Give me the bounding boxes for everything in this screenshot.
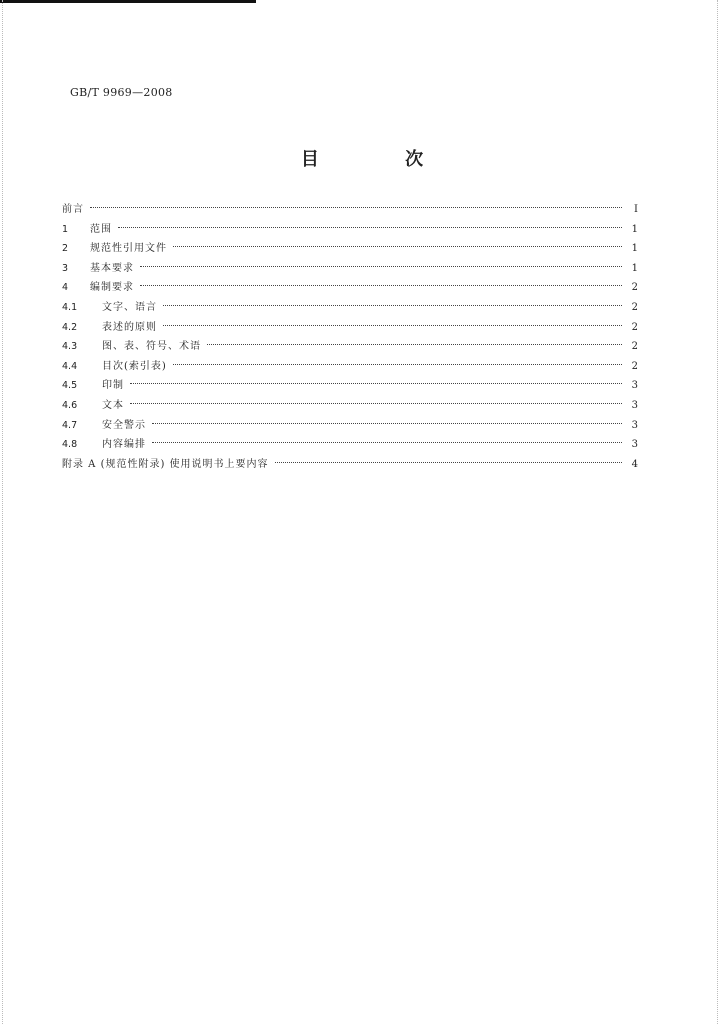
toc-entry-number: 1 [62,223,69,235]
toc-entry-label: 文字、语言 [102,301,157,313]
toc-entry-number: 4.1 [62,301,78,313]
toc-entry-1[interactable] [62,220,638,240]
toc-entry-page: 3 [631,380,638,392]
toc-entry-number: 3 [62,262,69,274]
toc-entry-number: 4.3 [62,341,78,353]
toc-entry-page: 1 [631,262,638,274]
toc-entry-label: 内容编排 [102,439,146,451]
dot-leader [207,344,622,345]
toc-entry-page: 3 [631,439,638,451]
toc-entry-page: 1 [631,243,638,255]
toc-entry-number: 4.4 [62,360,78,372]
toc-entry-number: 4.7 [62,419,78,431]
toc-entry-4-4[interactable] [62,357,638,377]
top-rule [0,0,256,3]
toc-entry-foreword[interactable] [62,200,638,220]
toc-entry-4-8[interactable] [62,435,638,455]
dot-leader [130,403,622,404]
dot-leader [152,423,622,424]
toc-entry-4-1[interactable] [62,298,638,318]
toc-entry-4-6[interactable] [62,396,638,416]
toc-entry-label: 基本要求 [90,262,134,274]
toc-entry-number: 4.6 [62,399,78,411]
toc-entry-label: 印制 [102,380,124,392]
toc-entry-number: 4.5 [62,380,78,392]
toc-entry-label: 规范性引用文件 [90,243,167,255]
toc-entry-label: 图、表、符号、术语 [102,341,201,353]
dot-leader [140,285,622,286]
toc-entry-label: 表述的原则 [102,321,157,333]
toc-entry-page: 2 [631,321,638,333]
toc-entry-label: 范围 [90,223,112,235]
toc-entry-4[interactable] [62,278,638,298]
toc-entry-number: 2 [62,243,69,255]
toc-entry-page: 2 [631,341,638,353]
dot-leader [173,246,622,247]
toc-entry-page: 3 [631,419,638,431]
toc-entry-4-7[interactable] [62,416,638,436]
toc-entry-label: 安全警示 [102,419,146,431]
toc-entry-4-3[interactable] [62,337,638,357]
toc-entry-label: 前言 [62,204,84,215]
dot-leader [275,462,622,463]
toc-entry-page: 4 [631,458,638,470]
dot-leader [163,305,622,306]
toc-entry-label: 文本 [102,399,124,411]
toc-entry-page: 2 [631,301,638,313]
dot-leader [173,364,622,365]
toc-entry-page: 2 [631,282,638,294]
toc-entry-number: 4.8 [62,439,78,451]
toc-entry-annex-a[interactable] [62,455,638,475]
standard-id: GB/T 9969—2008 [70,86,173,99]
toc-entry-label: 附录 A (规范性附录) 使用说明书上要内容 [62,458,269,470]
dot-leader [140,266,622,267]
toc-entry-2[interactable] [62,239,638,259]
toc-entry-number: 4 [62,282,69,294]
page-title: 目 次 [300,149,464,170]
dot-leader [90,207,622,208]
toc-entry-page: 3 [631,399,638,411]
toc-entry-4-5[interactable] [62,376,638,396]
dot-leader [163,325,622,326]
toc-entry-3[interactable] [62,259,638,279]
toc-list [62,200,638,474]
dot-leader [118,227,622,228]
toc-entry-label: 编制要求 [90,282,134,294]
toc-entry-page: 2 [631,360,638,372]
toc-entry-number: 4.2 [62,321,78,333]
toc-entry-page: 1 [631,223,638,235]
dot-leader [152,442,622,443]
toc-entry-page: I [634,204,638,215]
dot-leader [130,383,622,384]
toc-entry-label: 目次(索引表) [102,360,167,372]
toc-entry-4-2[interactable] [62,318,638,338]
